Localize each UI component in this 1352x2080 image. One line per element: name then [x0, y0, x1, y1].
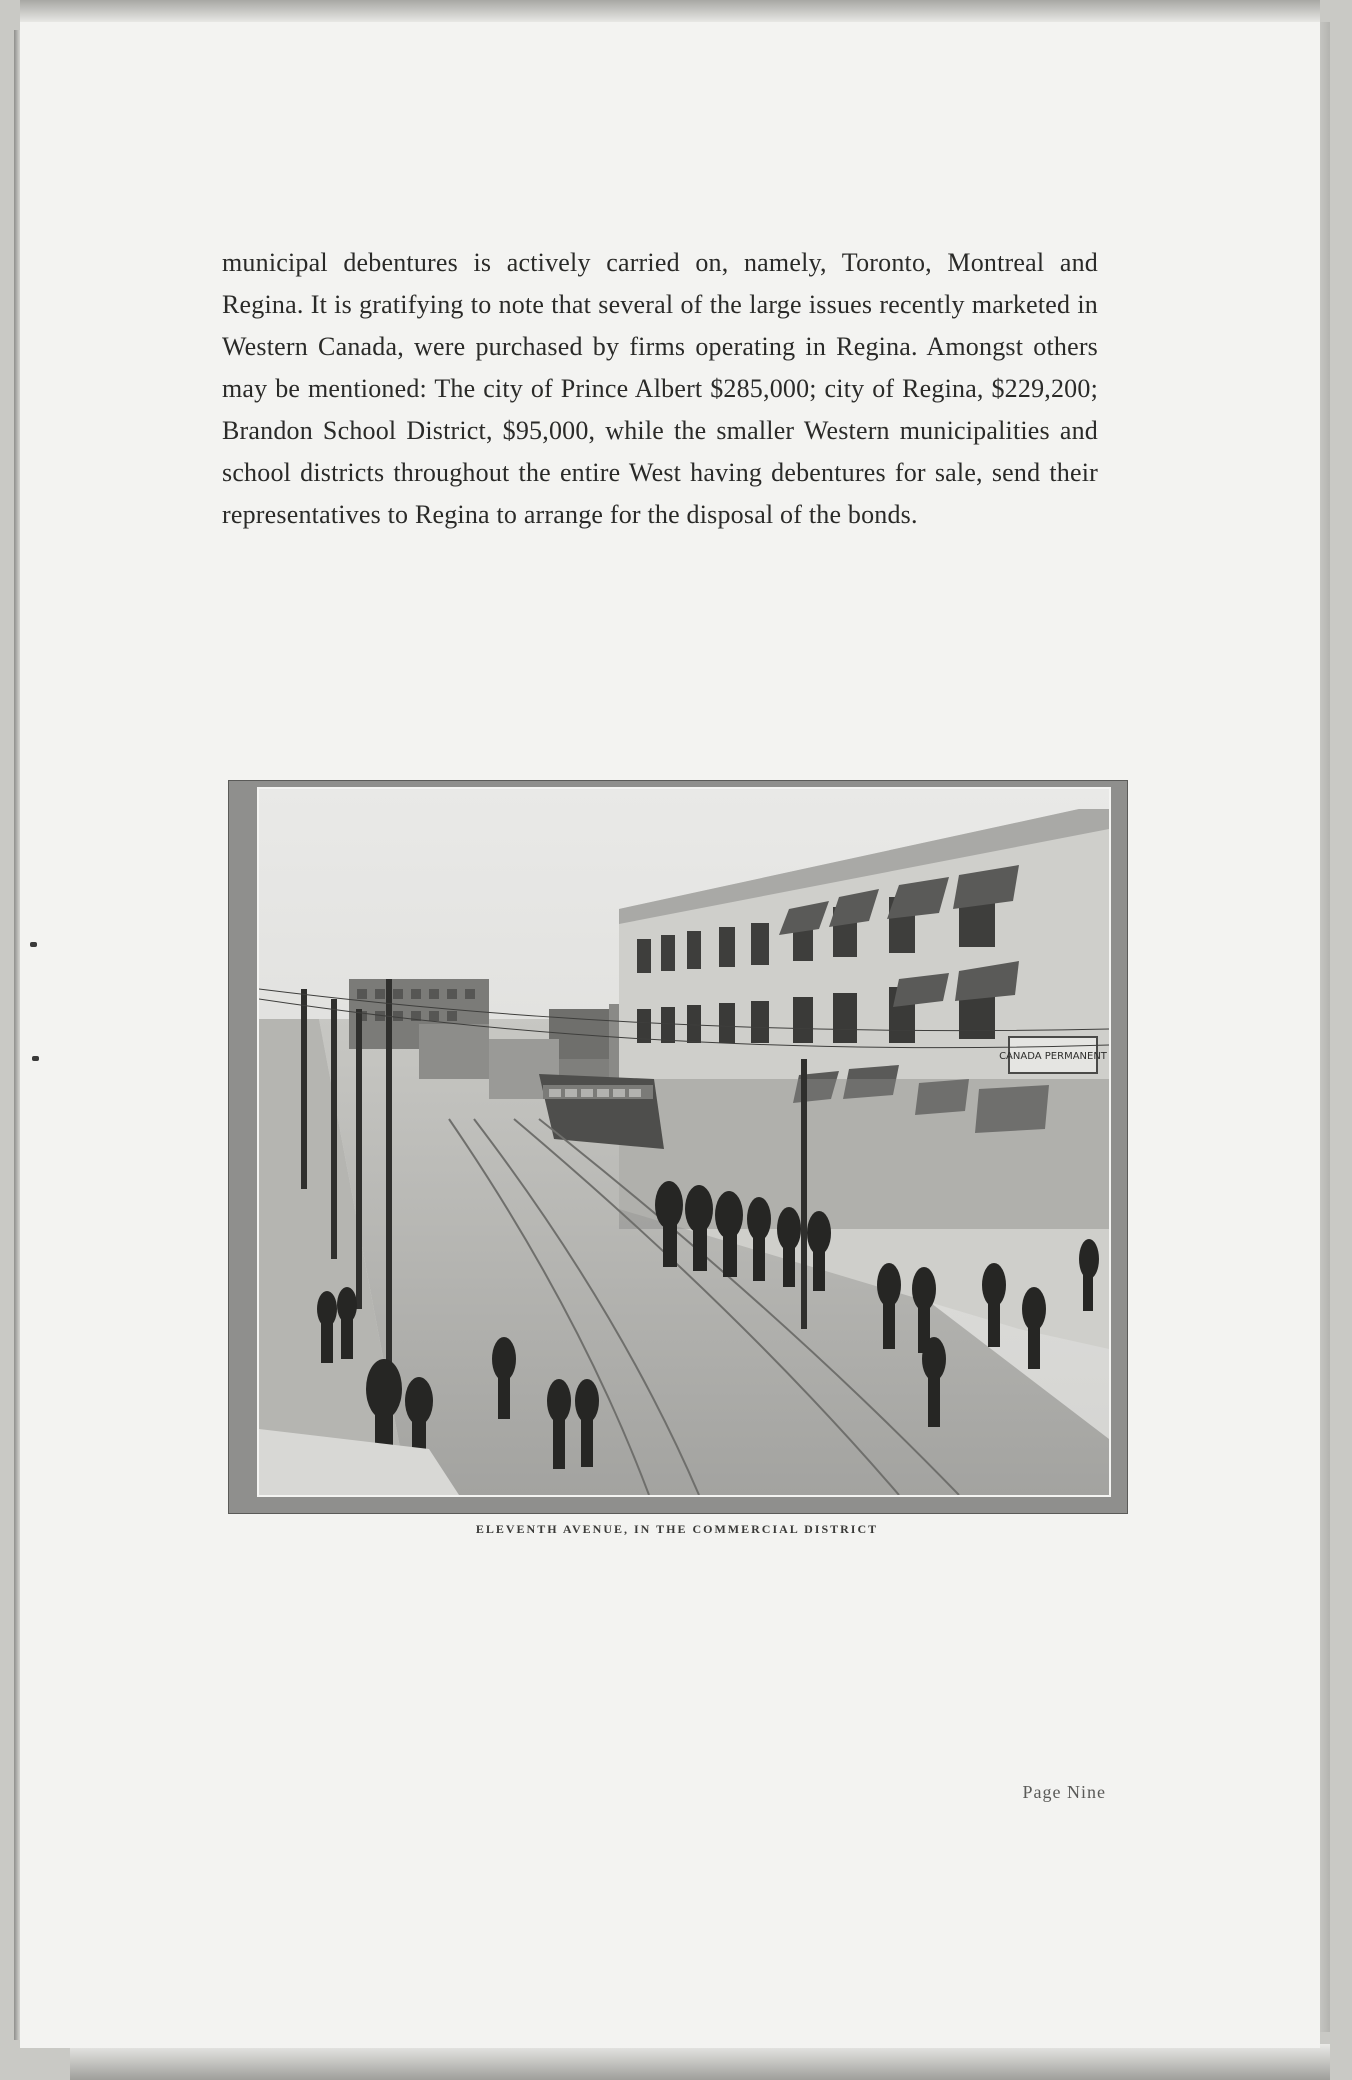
- page-number: Page Nine: [1022, 1782, 1106, 1802]
- street-photograph: [257, 787, 1111, 1497]
- photo-caption: ELEVENTH AVENUE, IN THE COMMERCIAL DISTRICT: [475, 1522, 879, 1536]
- photo-plate: [228, 780, 1128, 1514]
- binding-mark: [32, 1056, 39, 1061]
- body-paragraph: municipal debentures is actively carried on, namely, Toronto, Montreal and Regina. It is gratifying to note that several of the large issues recently marketed in Western Canada, were purchased by firms operating in Regina. Amongst others may be mentioned: The city of Prince Albert $285,000; city of Regina, $229,200; Brandon School District, $95,000, while the smaller Western municipalities and school districts throughout the entire West having debentures for sale, send their representatives to Regina to arrange for the disposal of the bonds.: [222, 248, 1098, 529]
- page-bottom-edge: [70, 2044, 1330, 2080]
- binding-edge: [14, 30, 20, 2040]
- building-sign: CANADA PERMANENT: [999, 1051, 1107, 1062]
- page-top-edge: [20, 0, 1320, 24]
- binding-mark: [30, 942, 37, 947]
